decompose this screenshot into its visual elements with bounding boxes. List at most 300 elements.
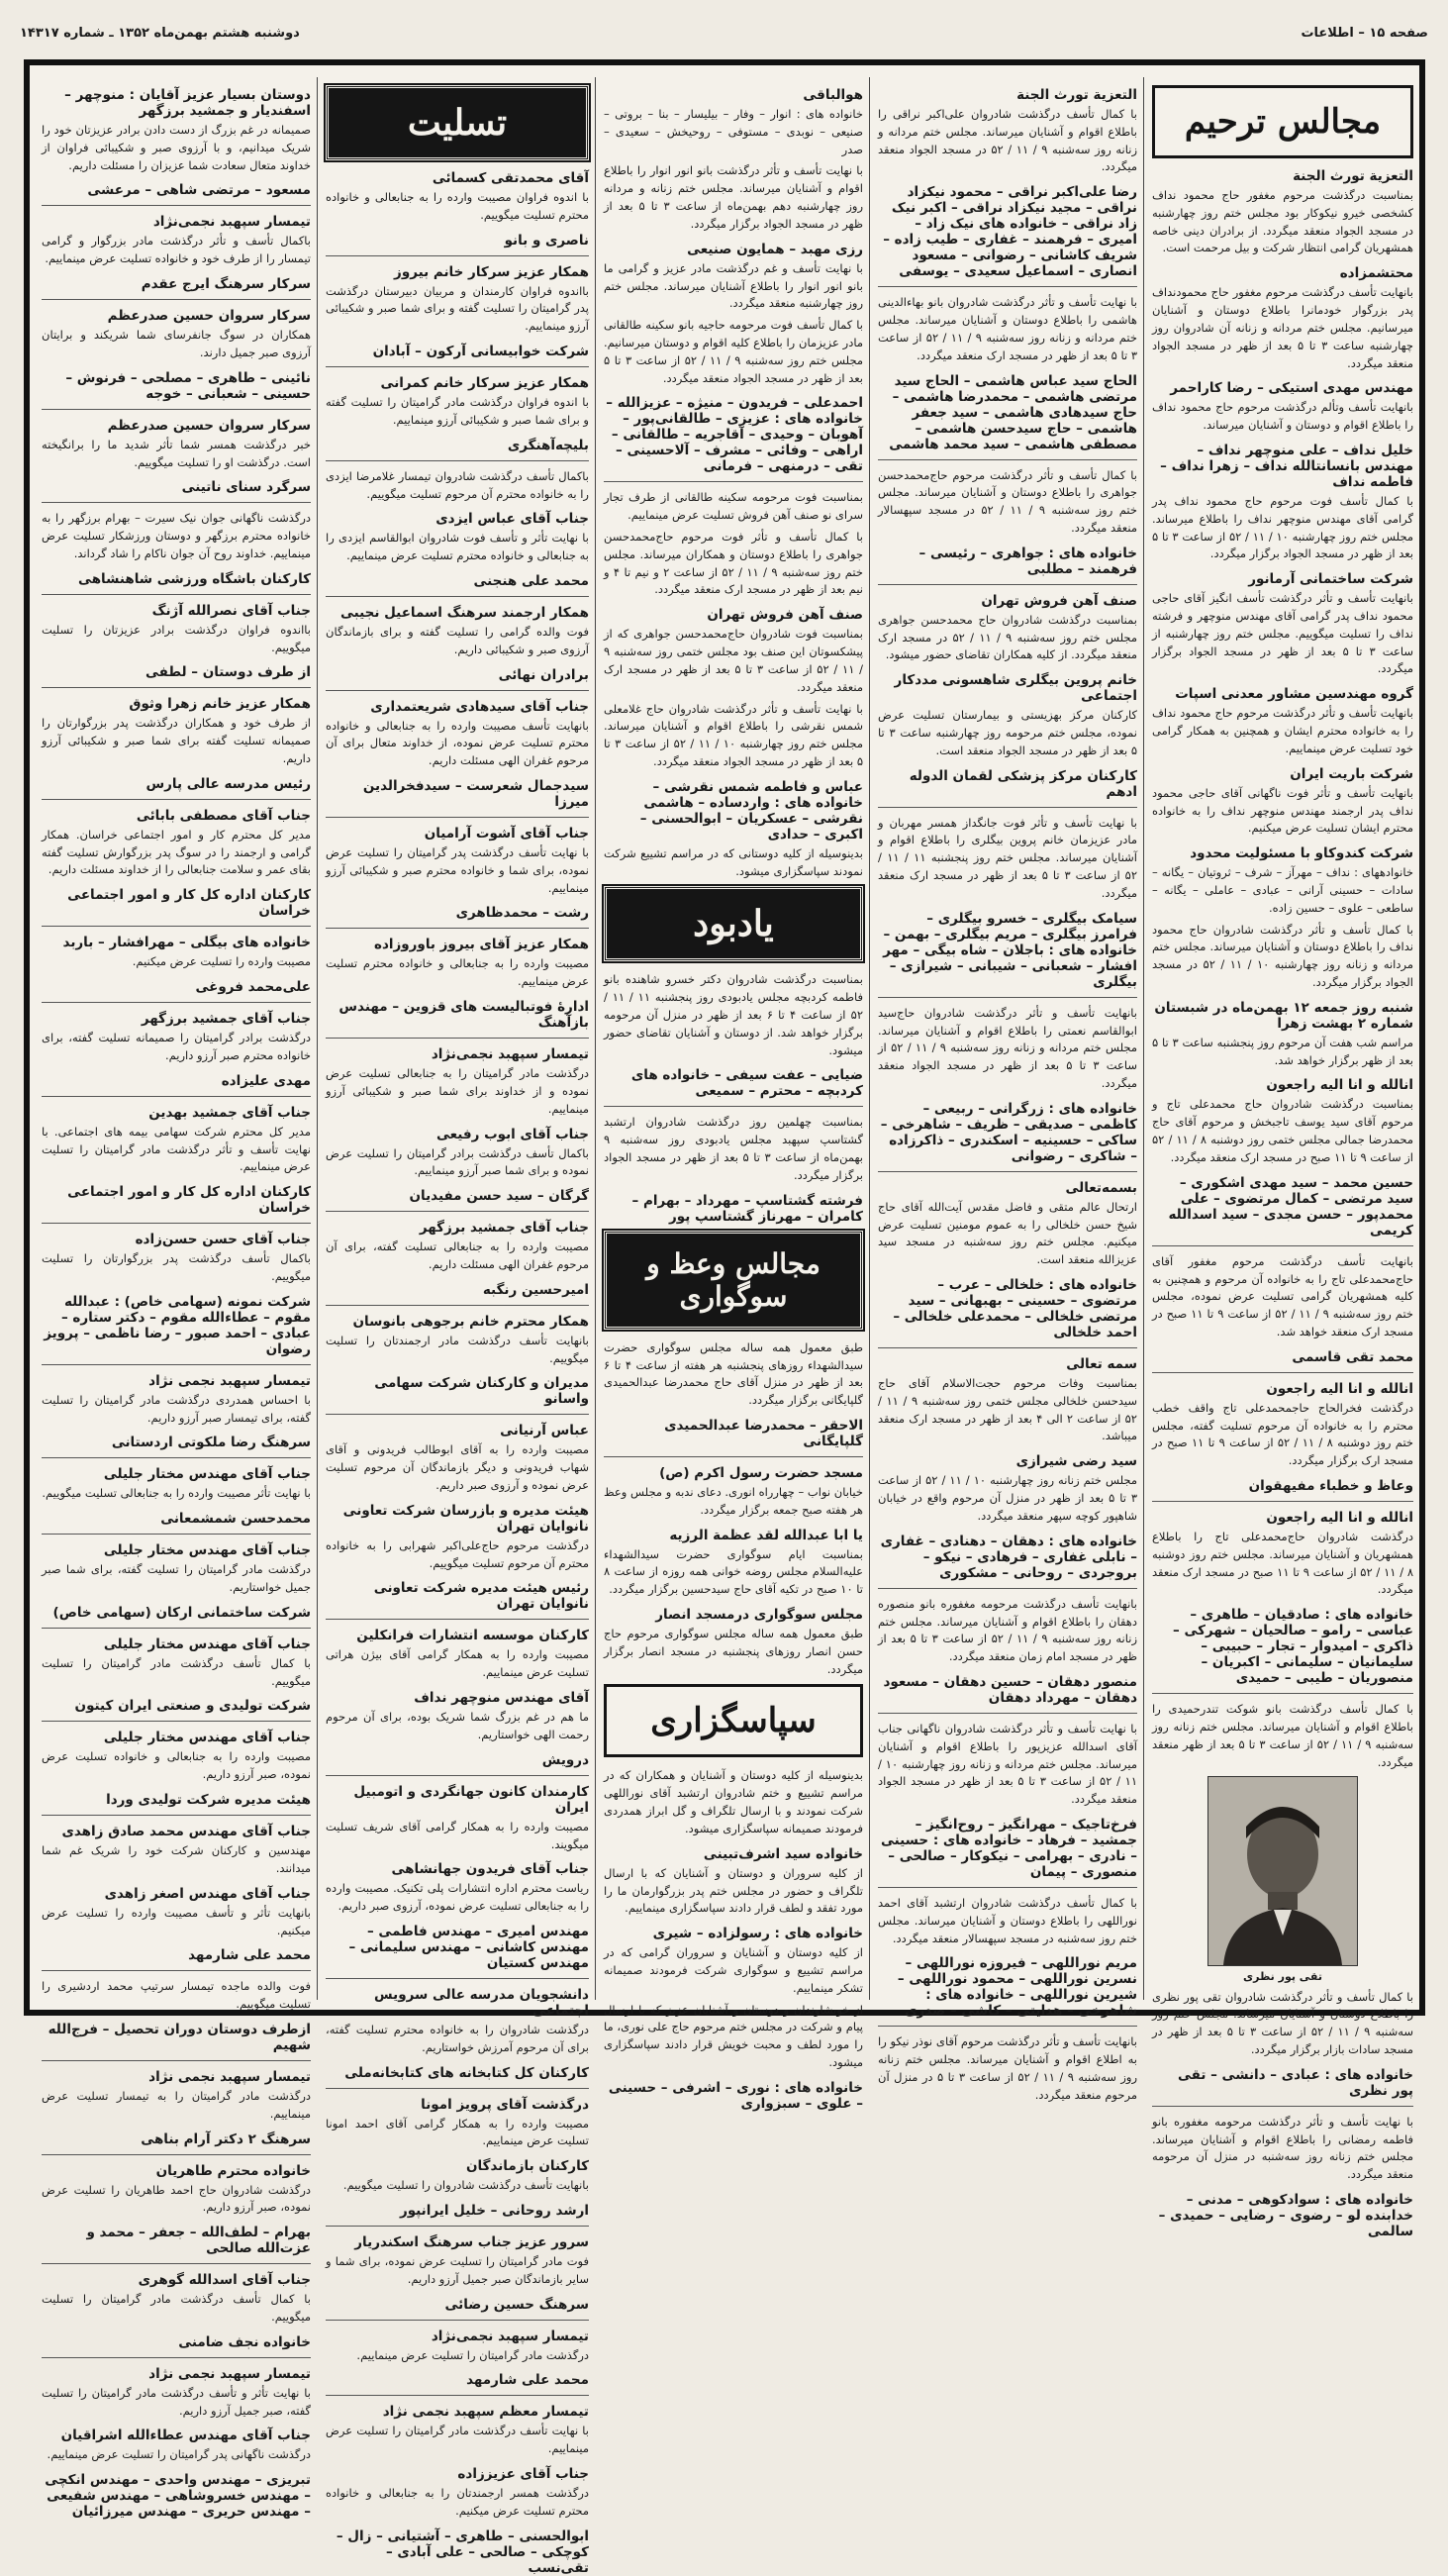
notice-text: فوت والده ماجده تیمسار سرتیپ محمد اردشیری را تسلیت میگوییم. <box>42 1979 311 2012</box>
notice <box>42 276 311 300</box>
notice <box>878 1453 1137 1525</box>
notice <box>878 467 1137 538</box>
notice <box>42 510 311 562</box>
notice-text: بدینوسیله از کلیه دوستانی که در مراسم تشییع شرکت نمودند سپاسگزاری میشود. <box>604 845 863 878</box>
notice-heading: گروه مهندسین مشاور معدنی اسپات <box>1175 686 1413 703</box>
notice-heading: عباس و فاطمه شمس نقرشی – خانواده های : واردساده – هاشمی نقرشی – عسکریان – ابوالحسنی – اکبری – حدادی <box>639 778 863 842</box>
notice-text: باکمال تأسف درگذشت برادر گرامیتان را تسلیت عرض نموده و برای شما صبر آرزو مینماییم. <box>326 1145 589 1178</box>
notice-heading: محمد تقی قاسمی <box>1292 1348 1413 1365</box>
notice-heading: فرشته گشتاسپ – مهرداد – بهرام – کامران – مهرناز گشتاسپ پور <box>631 1192 863 1225</box>
notice-heading: شرکت ساختمانی آرمانور <box>1248 571 1413 588</box>
notice-divider <box>878 1347 1137 1348</box>
notice <box>42 1184 311 1224</box>
notice-heading: همکار ارجمند سرهنگ اسماعیل نجیبی <box>339 604 589 621</box>
notice <box>42 1978 311 2014</box>
notice-divider <box>1152 1245 1413 1246</box>
notice <box>326 1690 589 1744</box>
notice-text: با کمال تأسف درگذشت شادروان ارتشبد آقای احمد نوراللهی را باطلاع دوستان و آشنایان میرساند. مجلس ختم روز سه‌شنبه در مسجد سپهسالار منعقد میگردد. <box>878 1896 1137 1945</box>
notice <box>604 317 863 387</box>
notice <box>1152 1510 1413 1599</box>
notice <box>1152 380 1413 435</box>
notice-divider <box>1152 1693 1413 1694</box>
notice-text: درگذشت ناگهانی پدر گرامیتان را تسلیت عرض مینماییم. <box>47 2447 311 2462</box>
notice-heading: خانواده های : عبادی – دانشی – تقی پور نظری <box>1177 2066 1413 2099</box>
notice-heading: سرهنگ رضا ملکوتی اردستانی <box>111 1435 311 1451</box>
column-tasliat <box>320 79 595 2576</box>
notice-divider <box>326 366 589 367</box>
notice-heading: گرگان – سید حسن مفیدیان <box>409 1188 589 1205</box>
notice-heading: مهندس امیری – مهندس فاطمی – مهندس کاشانی – مهندس سلیمانی – مهندس کستیان <box>348 1923 589 1971</box>
notice <box>1152 1381 1413 1470</box>
notice <box>878 1895 1137 1947</box>
notice <box>326 1046 589 1118</box>
notice-heading: جناب آقای آشوت آرامیان <box>424 826 589 842</box>
notice-divider <box>42 1721 311 1722</box>
notice <box>326 778 589 818</box>
notice <box>604 701 863 771</box>
notice-heading: تیمسار سپهبد نجمی نژاد <box>148 1372 311 1389</box>
notice <box>326 2065 589 2089</box>
notice-text: بمناسبت چهلمین روز درگذشت شادروان ارتشبد گشتاسپ سپهبد مجلس یادبودی روز سه‌شنبه ۹ بهمن‌ماه از ساعت ۳ تا ۵ بعد از ظهر در مسجد الجواد برگزار میگردد. <box>604 1115 863 1182</box>
notice <box>326 905 589 929</box>
notice-heading: تیمسار سپهبد نجمی نژاد <box>148 2365 311 2382</box>
notice <box>878 2033 1137 2104</box>
notice-heading: تیمسار سپهبد نجمی‌نژاد <box>431 2328 589 2344</box>
notice-heading: الاحقر – محمدرضا عبدالحمیدی گلپایگانی <box>664 1417 863 1449</box>
notice <box>1152 2067 1413 2107</box>
notice-heading: جناب آقای حسن حسن‌زاده <box>135 1232 311 1248</box>
notice <box>326 1375 589 1415</box>
notice-divider <box>42 2263 311 2264</box>
notice <box>42 1011 311 1065</box>
notice <box>878 184 1137 287</box>
notice-heading: همکار عزیز سرکار خانم بیروز <box>394 263 589 280</box>
notice <box>326 1314 589 1368</box>
notice-divider <box>326 2395 589 2396</box>
notice-text: درگذشت شادروان را به خانواده محترم تسلیت گفته، برای آن مرحوم آمرزش خواستاریم. <box>326 2022 589 2054</box>
notice-heading: تبریزی – مهندس واحدی – مهندس انکچی – مهندس خسروشاهی – مهندس شفیعی – مهندس حریری – مهندس میرزائیان <box>45 2472 311 2521</box>
section-banner-sepas: سپاسگزاری <box>604 1684 863 1757</box>
notice-heading: جناب آقای مهندس مختار جلیلی <box>103 1730 311 1746</box>
notice <box>42 979 311 1003</box>
notice <box>1152 1077 1413 1166</box>
notice-text: باکمال تأسف و تأثر درگذشت مادر بزرگوار و گرامی تیمسار را از طرف خود و خانواده تسلیت عرض مینماییم. <box>42 234 311 266</box>
notice-heading: تیمسار سپهبد نجمی‌نژاد <box>431 1046 589 1063</box>
notice <box>42 2225 311 2264</box>
notice-heading: نائینی – طاهری – مصلحی – فرنوش – حسینی – شعبانی – خوجه <box>65 369 311 402</box>
notice-text: بانهایت تأسف وتألم درگذشت مرحوم حاج محمود نداف را باطلاع اقوام و دوستان و آشنایان میرساند. <box>1152 400 1413 433</box>
notice <box>42 935 311 971</box>
notice-text: با نهایت تأسف درگذشت مادر گرامیتان را تسلیت عرض مینماییم. <box>326 2424 589 2456</box>
notice <box>604 779 863 881</box>
notice <box>1152 571 1413 678</box>
notice-divider <box>42 1002 311 1003</box>
notice-divider <box>326 460 589 461</box>
notice <box>326 699 589 770</box>
notice <box>326 1924 589 1979</box>
notice <box>42 1435 311 1458</box>
notice-text: مصیبت وارده را به آقای ابوطالب فریدونی و آقای شهاب فریدونی و دیگر بازماندگان آن مرحوم تسلیت عرض نموده و آرزوی صبر داریم. <box>326 1442 589 1492</box>
notice <box>326 1188 589 1212</box>
notice-divider <box>42 1457 311 1458</box>
notice <box>604 162 863 233</box>
notice-divider <box>878 807 1137 808</box>
notice-heading: جناب آقای جمشید برزگهر <box>141 1011 311 1028</box>
notice-heading: سرکار سرهنگ ایرج عقدم <box>141 276 311 293</box>
notice-heading: شرکت خوابیسانی آرکون – آبادان <box>372 344 589 360</box>
notice-heading: همکار عزیز سرکار خانم کمرانی <box>380 375 589 392</box>
notice-heading: خانواده های : رسولزاده – شیری <box>652 1926 863 1942</box>
notice-heading: بسمه‌تعالی <box>1065 1179 1137 1196</box>
notice-divider <box>42 2060 311 2061</box>
notice <box>878 1101 1137 1172</box>
notice <box>42 1947 311 1971</box>
notice-text: بمناسبت وفات مرحوم حجت‌الاسلام آقای حاج سیدحسن خلخالی مجلس ختمی روز سه‌شنبه ۹ / ۱۱ / ۵۲ از ساعت ۲ الی ۴ بعد از ظهر در مسجد ارک منعقد میباشد. <box>878 1376 1138 1443</box>
notice <box>326 937 589 991</box>
notice-text: بمناسبت فوت مرحومه سکینه طالقانی از طرف تجار سرای نو صنف آهن فروش تسلیت عرض مینماییم. <box>604 490 863 523</box>
notice-text: درگذشت برادر گرامیتان را صمیمانه تسلیت گفته، برای خانواده محترم صبر آرزو داریم. <box>42 1031 311 1062</box>
notice <box>604 971 863 1059</box>
notice-text: خبر درگذشت همسر شما تأثر شدید ما را برانگیخته است. درگذشت او را تسلیت میگوییم. <box>42 437 311 469</box>
notice-heading: جناب آقای جمشید بهدین <box>148 1104 311 1121</box>
portrait-image <box>1208 1777 1357 1965</box>
notice-heading: هوالباقی <box>803 87 863 103</box>
notice-text: بانهایت تأسف و تأثر درگذشت شادروان حاج‌سید ابوالقاسم نعمتی را باطلاع اقوام و آشنایان میرساند. مجلس ختم مردانه و زنانه روز سه‌شنبه ۹ / ۱۱ / ۵۲ از ساعت ۳ تا ۵ بعد از ظهر در مسجد الجواد منعقد میگردد. <box>878 1005 1138 1090</box>
notice-heading: شرکت نمونه (سهامی خاص) : عبدالله مقوم – عطاءالله مقوم – دکتر ستاره – عبادی – احمد صبور – رضا ناظمی – پرویز رضوان <box>44 1293 311 1357</box>
notice <box>604 489 863 525</box>
notice <box>326 2466 589 2521</box>
notice-text: خانواده های : انوار – وفار – بیلیسار – بنا – بروتی – صنیعی – نوبدی – مستوفی – روحیخش – سعیدی – صدر <box>604 107 863 156</box>
notice-heading: مدیران و کارکنان شرکت سهامی واسانو <box>374 1375 589 1408</box>
notice-divider <box>878 584 1137 585</box>
notice-heading: ابوالحسنی – طاهری – آشتیانی – زال – کوچکی – صالحی – علی آبادی – تقی‌نسب <box>336 2527 589 2576</box>
notice <box>326 264 589 336</box>
notice-heading: سرهنگ ۲ دکتر آرام بناهی <box>141 2130 311 2147</box>
notice-heading: صنف آهن فروش تهران <box>707 607 863 624</box>
notice <box>326 1580 589 1620</box>
notice-divider <box>326 1211 589 1212</box>
notice-list <box>42 87 311 2520</box>
notice-heading: التعزیة تورث الجنة <box>1016 87 1137 103</box>
notice <box>42 2334 311 2358</box>
notice <box>604 395 863 482</box>
section-banner-majales-tarhim: مجالس ترحیم <box>1152 85 1413 158</box>
notice <box>326 170 589 225</box>
notice-divider <box>326 1038 589 1039</box>
notice <box>1152 2192 1413 2239</box>
notice-text: با کمال تأسف و تأثر درگذشت مرحوم حاج‌محمدحسن جواهری را باطلاع دوستان و آشنایان میرساند. مجلس ختم روز سه‌شنبه ۹ / ۱۱ / ۵۲ در مسجد سپهسالار منعقد میگردد. <box>878 467 1137 535</box>
notice-heading: جناب آقای مهندس اصغر زاهدی <box>104 1885 311 1902</box>
notice-heading: شرکت کندوکاو با مسئولیت محدود <box>1190 845 1413 862</box>
notice <box>878 1596 1137 1666</box>
section-banner-tasliat: تسلیت <box>326 85 589 160</box>
notice-text: بانهایت تأسف مصیبت وارده را به جنابعالی و خانواده محترم تسلیت عرض نموده، از خداوند متعال برای آن مرحوم غفران الهی مسئلت داریم. <box>326 718 589 768</box>
notice-divider <box>604 481 863 482</box>
notice-heading: جناب آقای عزیززاده <box>457 2466 589 2483</box>
notice-heading: درویش <box>541 1751 589 1768</box>
notice-heading: خانم پروین بیگلری شاهسونی مددکار اجتماعی <box>894 672 1137 705</box>
notice-heading: خانواده های : زرگرانی – ربیعی – کاظمی – صدیقی – ظریف – شاهرخی – ساکی – حسینیه – اسکندری – ذاکرزاده – شاکری – رضوانی <box>880 1100 1137 1164</box>
notice-divider <box>326 1414 589 1415</box>
notice-heading: رزی مهبد – همایون صنیعی <box>687 241 863 257</box>
issue-date: دوشنبه هشتم بهمن‌ماه ۱۳۵۲ ـ شماره ۱۴۳۱۷ <box>20 25 300 41</box>
notice-list <box>1152 168 1413 1772</box>
notice-text: از کلیه دوستان و آشنایان و سروران گرامی که در مراسم تشییع و سوگواری شرکت فرمودند صمیمانه تشکر مینماییم. <box>604 1945 863 1995</box>
notice-text: درگذشت همسر ارجمندتان را به جنابعالی و خانواده محترم تسلیت عرض میکنیم. <box>326 2486 589 2518</box>
notice-divider <box>42 299 311 300</box>
notice-text: مصیبت وارده را به همکار گرامی آقای شریف تسلیت میگویند. <box>326 1819 589 1851</box>
notice-heading: همکار عزیز خانم زهرا وثوق <box>129 696 311 713</box>
notice-divider <box>326 817 589 818</box>
notice-list <box>604 87 863 880</box>
notice <box>326 1752 589 1776</box>
notice-text: درگذشت شادروان حاج احمد طاهریان را تسلیت عرض نموده، صبر آرزو داریم. <box>42 2182 311 2215</box>
notice <box>326 573 589 597</box>
notice <box>326 999 589 1039</box>
notice <box>878 1721 1137 1809</box>
notice-divider <box>326 596 589 597</box>
notice <box>42 2427 311 2464</box>
notice-heading: خانواده محترم طاهریان <box>155 2162 311 2179</box>
notice-text: با نهایت تأسف و تأثر درگذشت مرحومه مغفوره بانو فاطمه رمضانی را باطلاع اقوام و آشنایان میرساند. مجلس ختم زنانه روز سه‌شنبه در منزل آن مرحومه منعقد میگردد. <box>1152 2114 1413 2182</box>
notice-heading: خانواده های : خلخالی – عرب – مرتضوی – حسینی – بهبهانی – سید مرتضی خلخالی – محمدعلی خلخالی – احمد خلخالی <box>893 1277 1137 1340</box>
notice-heading: سرگرد سنای ناتینی <box>181 479 311 496</box>
notice-text: بانهایت تأسف درگذشت مرحومه مغفوره بانو منصوره دهقان را باطلاع اقوام و آشنایان میرساند. مجلس ختم زنانه روز سه‌شنبه ۹ / ۱۱ / ۵۲ از ساعت ۳ تا ۵ بعد از ظهر در مسجد امام زمان منعقد میگردد. <box>878 1596 1138 1664</box>
page-header <box>20 18 1428 48</box>
notice-heading: امیرحسین رنگبه <box>482 1281 589 1298</box>
notice <box>326 1503 589 1573</box>
notice-heading: کارکنان موسسه انتشارات فرانکلین <box>356 1628 589 1644</box>
notice-heading: علی‌محمد فروغی <box>195 979 311 996</box>
notice-text: با نهایت تأسف و تأثر درگذشت شادروان بانو بهاءالدینی هاشمی را باطلاع دوستان و آشنایان میرساند. مجلس ختم مردانه و زنانه روز سه‌شنبه ۹ / ۱۱ / ۵۲ از ساعت ۳ تا ۵ بعد از ظهر در مسجد ارک منعقد میگردد. <box>878 295 1137 362</box>
notice-divider <box>42 1628 311 1629</box>
notice-heading: بلیچه‌آهنگری <box>507 437 589 453</box>
notice-heading: مریم نوراللهی – فیروزه نوراللهی – نسرین نوراللهی – محمود نوراللهی – شیرین نوراللهی – خانواده های : شاهرخی – هدایتی – کاشی – صدری <box>897 1955 1137 2020</box>
notice-heading: کارکنان مرکز پزشکی لقمان الدوله ادهم <box>909 767 1137 800</box>
notice <box>42 1636 311 1691</box>
notice <box>1152 1349 1413 1373</box>
column-rule <box>317 77 318 2000</box>
notice-heading: تیمسار سپهبد نجمی نژاد <box>148 2068 311 2085</box>
notice <box>326 344 589 367</box>
notice-text: با نهایت تأسف درگذشت پدر گرامیتان را تسلیت عرض نموده، برای شما و خانواده محترم صبر و شکیبائی آرزو مینماییم. <box>326 845 589 895</box>
notice <box>1152 845 1413 917</box>
notice-text: درگذشت مرحوم حاج‌علی‌اکبر شهرابی را به خانواده محترم آن مرحوم تسلیت میگوییم. <box>326 1537 589 1570</box>
notice-heading: همکار عزیز آقای بیروز باوروزاده <box>373 937 589 953</box>
notice-heading: خانواده های : جواهری – رئیسی – فرهمند – مطلبی <box>918 545 1137 577</box>
notice-text: خانوادههای : نداف – مهرآز – شرف – ثروتیان – یگانه – سادات – حسینی آرانی – عبادی – عاملی – یگانه – ساطعی – علوی – حسین زاده. <box>1152 865 1413 915</box>
notice-text: درگذشت مادر گرامیتان را به تیمسار تسلیت عرض مینماییم. <box>42 2088 311 2121</box>
notice <box>878 768 1137 808</box>
notice-text: مدیر کل محترم کار و امور اجتماعی خراسان. همکار گرامی و ارجمند را در سوگ پدر بزرگوارش تسلیت گفته بقای عمر و سلامت جنابعالی را از خداوند مسئلت داریم. <box>42 827 311 877</box>
notice-heading: شرکت ساختمانی ارکان (سهامی خاص) <box>52 1604 311 1621</box>
notice <box>1152 1607 1413 1694</box>
notice-heading: خانواده های : صادقیان – طاهری – عباسی – رامو – صالحیان – شهرکی – ذاکری – امیدوار – تجار – حبیبی – سلیمانیان – سلیمانی – اکبریان – منصوریان – طیبی – حمیدی <box>1173 1607 1413 1687</box>
notice <box>878 1817 1137 1888</box>
notice-heading: خانواده های : نوری – اشرفی – حسینی – علوی – سبزواری <box>608 2079 863 2112</box>
notice <box>42 2022 311 2061</box>
notice-heading: محمدحسن شمشمعانی <box>160 1511 311 1528</box>
notice <box>878 1955 1137 2027</box>
notice-text: کارکنان مرکز بهزیستی و بیمارستان تسلیت عرض نموده، مجلس ختم مرحومه روز چهارشنبه ساعت ۳ تا ۵ بعد از ظهر در مسجد الجواد منعقد است. <box>878 708 1137 757</box>
notice-heading: سرکار سروان حسین صدرعظم <box>107 308 311 325</box>
notice <box>878 911 1137 998</box>
notice <box>42 1232 311 1286</box>
notice <box>1152 1989 1413 2059</box>
notice-heading: الحاج سید عباس هاشمی – الحاج سید مرتضی هاشمی – محمدرضا هاشمی – حاج سیدهادی هاشمی – سید جعفر هاشمی – حاج سیدحسن هاشمی – مصطفی هاشمی – سید محمد هاشمی <box>889 372 1137 452</box>
notice <box>878 815 1137 903</box>
notice-heading: جناب آقای نصرالله آژنگ <box>151 602 311 619</box>
notice <box>42 182 311 206</box>
notice <box>878 373 1137 460</box>
notice-heading: فرخ‌تاجیک – مهرانگیز – روح‌انگیز – جمشید – فرهاد – خانواده های : حسینی – نادری – بهرامی – نیکوکار – صالحی – منصوری – پیمان <box>880 1817 1137 1880</box>
notice-text: درگذشت مادر گرامیتان را تسلیت گفته، برای شما صبر جمیل خواستاریم. <box>42 1562 311 1594</box>
notice <box>42 1542 311 1597</box>
notice-heading: مسعود – مرتضی شاهی – مرعشی <box>87 182 311 199</box>
notice-heading: جناب آقای مصطفی بابائی <box>136 807 311 824</box>
notice-heading: جناب آقای سیدهادی شریعتمداری <box>370 698 589 715</box>
notice <box>604 1193 863 1225</box>
notice <box>42 603 311 657</box>
notice-divider <box>878 459 1137 460</box>
notice-divider <box>326 690 589 691</box>
notice-text: بمناسبت ایام سوگواری حضرت سیدالشهداء علیه‌السلام مجلس روضه خوانی همه روزه از ساعت ۸ تا ۱۰ صبح در تکیه آقای حاج سیدحسین برگزار میگردد. <box>604 1546 863 1597</box>
notice <box>1152 766 1413 838</box>
notice-text: با کمال تأسف درگذشت بانو شوکت تندرحمیدی را باطلاع اقوام و آشنایان میرساند. مجلس ختم زنانه روز سه‌شنبه ۹ / ۱۱ / ۵۲ از ساعت ۳ تا ۵ بعد از ظهر منعقد میگردد. <box>1152 1702 1414 1769</box>
notice <box>326 2234 589 2289</box>
notice-heading: مجلس سوگواری درمسجد انصار <box>655 1607 863 1623</box>
notice-heading: هیئت مدیره شرکت تولیدی وردا <box>106 1792 311 1809</box>
notice-text: با نهایت تأثر و تأسف درگذشت مادر گرامیتان را تسلیت گفته، صبر جمیل آرزو داریم. <box>42 2385 311 2418</box>
notice-text: بمناسبت درگذشت مرحوم مغفور حاج محمود نداف کشخصی خیرو نیکوکار بود مجلس ختم روز چهارشنبه در مسجد الجواد منعقد میگردد. از برادران دینی خاصه همشهریان گرامی انتظار شرکت و بیل مرحمت است. <box>1152 188 1413 255</box>
notice <box>326 1127 589 1181</box>
notice-heading: محمد علی هنجنی <box>473 572 589 589</box>
notice <box>1152 922 1413 992</box>
notice <box>326 2372 589 2396</box>
notice-heading: رشت – محمدظاهری <box>455 905 589 922</box>
notice <box>878 593 1137 664</box>
notice-text: باکمال تأسف درگذشت شادروان تیمسار غلامرضا ایزدی را به خانواده محترم آن مرحوم تسلیت میگوییم. <box>326 468 589 501</box>
notice-text: بااندوه فراوان کارمندان و مربیان دبیرستان درگذشت پدر گرامیتان را تسلیت گفته و برای شما صبر و شکیبائی آرزو مینماییم. <box>326 283 589 334</box>
notice <box>326 605 589 659</box>
notice <box>42 2366 311 2421</box>
notice-text: طبق معمول همه ساله مجلس سوگواری حضرت سیدالشهداء روزهای پنجشنبه هر هفته از ساعت ۴ تا ۶ بعد از ظهر در منزل آقای حاج محمدرضا عبدالحمیدی گلپایگانی برگزار میگردد. <box>604 1339 863 1408</box>
notice-text: همکاران در سوگ جانفرسای شما شریکند و برایتان آرزوی صبر جمیل دارند. <box>42 328 311 359</box>
column-notices-3 <box>598 79 869 2112</box>
notice <box>42 370 311 410</box>
notice-text: از طرف خود و همکاران درگذشت پدر بزرگوارتان را صمیمانه تسلیت گفته برای شما صبر و شکیبائی آرزو داریم. <box>42 716 311 765</box>
notice <box>1152 1000 1413 1070</box>
notice-text: صمیمانه در غم بزرگ از دست دادن برادر عزیزتان خود را شریک میدانیم، و با آرزوی صبر و شکیبائی فراوان از خداوند متعال سعادت شما عزیزان را مسئلت داریم. <box>42 123 311 172</box>
notice-divider <box>326 2320 589 2321</box>
notice-text: از کلیه سروران و دوستان و آشنایان که با ارسال تلگراف و حضور در مجلس ختم پدر بزرگوارمان ما را مورد تفقد و لطف قرار دادند سپاسگزاری مینماییم. <box>604 1865 863 1916</box>
notice <box>878 545 1137 585</box>
notice <box>42 479 311 503</box>
notice-heading: خانواده های بیگلی – مهرافشار – باربد <box>62 935 311 951</box>
notice <box>42 87 311 174</box>
notice-text: بمناسبت فوت شادروان حاج‌محمدحسن جواهری که از پیشکسوتان این صنف بود مجلس ختمی روز سه‌شنبه ۹ / ۱۱ / ۵۲ از ساعت ۳ تا ۵ بعد از ظهر در مسجد ارک منعقد میگردد. <box>604 627 864 694</box>
notice-divider <box>326 2088 589 2089</box>
notice <box>604 242 863 313</box>
notice-text: بانهایت تأثر و تأسف مصیبت وارده را تسلیت عرض میکنیم. <box>42 1905 311 1937</box>
notice-heading: ضیایی – عفت سیفی – خانواده های کردبچه – محترم – سمیعی <box>630 1067 863 1100</box>
notice-text: طبق معمول همه ساله مجلس سوگواری مرحوم حاج حسن انصار روزهای پنجشنبه در مسجد انصار برگزار میگردد. <box>604 1627 863 1676</box>
notice-text: با کمال تأسف درگذشت مادر گرامیتان را تسلیت میگوییم. <box>42 1655 311 1688</box>
notice-text: مصیبت وارده را تسلیت عرض میکنیم. <box>132 954 311 969</box>
notice <box>42 887 311 927</box>
notice <box>42 214 311 268</box>
notice <box>604 1067 863 1107</box>
notice <box>1152 1478 1413 1502</box>
notice-text: با کمال تأسف فوت مرحومه حاجیه بانو سکینه طالقانی مادر عزیزمان را باطلاع کلیه اقوام و دوستان میرسانیم. مجلس ختم روز سه‌شنبه ۹ / ۱۱ / ۵۲ از ساعت ۳ تا ۵ بعد از ظهر در مسجد الجواد منعقد میگردد. <box>604 318 864 385</box>
notice-text: با نهایت تأثر مصیبت وارده را به جنابعالی تسلیت میگوییم. <box>42 1486 311 1501</box>
notice <box>42 2163 311 2218</box>
notice-text: مصیبت وارده را به جنابعالی و خانواده تسلیت عرض نموده، صبر آرزو داریم. <box>42 1749 311 1782</box>
notice-heading: محمد علی شارمهد <box>188 1947 311 1964</box>
portrait-photo <box>1207 1776 1358 1966</box>
notice <box>42 308 311 362</box>
notice-text: مصیبت وارده را به جنابعالی و خانواده محترم تسلیت عرض مینماییم. <box>326 956 589 989</box>
notice-heading: جناب آقای مهندس مختار جلیلی <box>103 1635 311 1652</box>
notice-heading: حسین محمد – سید مهدی اشکوری – سید مرتضی – کمال مرتضوی – علی محمدپور – حسن مجدی – سید اسدالله کریمی <box>1168 1174 1413 1238</box>
notice-divider <box>42 1970 311 1971</box>
notice <box>326 2297 589 2321</box>
notice-text: درگذشت فخرالحاج حاجمحمدعلی تاج واقف خطب محترم را به خانواده آن مرحوم تسلیت گفته، مجلس ختم روز دوشنبه ۸ / ۱۱ / ۵۲ از ساعت ۹ تا ۱۱ صبح در مسجد ارک برگزار میگردد. <box>1152 1400 1414 1468</box>
notice-text: مهندسین و کارکنان شرکت خود را شریک غم شما میدانند. <box>42 1843 311 1875</box>
notice-heading: وعاظ و خطباء مفیهقوان <box>1248 1478 1413 1494</box>
notice <box>878 1277 1137 1348</box>
notice-divider <box>42 1815 311 1816</box>
notice <box>42 2472 311 2520</box>
notice-divider <box>878 997 1137 998</box>
notice-text: از خویشاوندان و دوستان و آشنایان عزیز که با ارسال پیام و شرکت در مجلس ختم مرحوم حاج علی نوری، ما را مورد لطف و محبت خویش قرار دادند سپاسگزاری میشود. <box>604 2002 863 2069</box>
notice-heading: جناب آقای مهندس مختار جلیلی <box>103 1466 311 1483</box>
notice-divider <box>42 594 311 595</box>
notice <box>326 667 589 691</box>
notice-text: بمناسبت درگذشت شادروان حاج محمدعلی تاج و مرحوم آقای سید یوسف تاجبخش و مرحوم آقای حاج محمدرضا جمالی مجلس ختمی روز دوشنبه ۸ / ۱۱ / ۵۲ از ساعت ۹ تا ۱۱ صبح در مسجد ارک منعقد میگردد. <box>1152 1097 1414 1164</box>
notice <box>326 438 589 461</box>
column-rule <box>1143 77 1144 2000</box>
notice-heading: سرور عزیز جناب سرهنگ اسکندریار <box>354 2234 589 2250</box>
notice-list <box>878 87 1137 2105</box>
notice-heading: همکار محترم خانم برجوهی بانوسان <box>352 1313 589 1330</box>
notice-heading: خانواده های : سوادکوهی – مدنی – خدابنده لو – رضوی – رضایی – حمیدی – سالمی <box>1158 2192 1413 2239</box>
notice-divider <box>42 2154 311 2155</box>
notice-heading: جناب آقای مهندس محمد صادق زاهدی <box>61 1824 311 1840</box>
notice-text: با کمال تأسف و تأثر درگذشت شادروان تقی پور نظری را باطلاع دوستان و آشنایان میرساند. مجلس ختم روز سه‌شنبه ۹ / ۱۱ / ۵۲ از ساعت ۳ تا ۵ بعد از ظهر در مسجد سادات بازار برگزار میگردد. <box>1152 1989 1414 2056</box>
notice-text: مدیر کل محترم شرکت سهامی بیمه های اجتماعی. با نهایت تأسف و تأثر درگذشت مادر گرامیتان را تسلیت عرض مینماییم. <box>42 1124 311 1174</box>
notice <box>42 1698 311 1722</box>
newspaper-page <box>24 59 1425 2576</box>
notice-text: مصیبت وارده را به جنابعالی تسلیت گفته، برای آن مرحوم غفران الهی مسئلت داریم. <box>326 1239 589 1271</box>
notice-divider <box>326 255 589 256</box>
notice-heading: کارکنان اداره کل کار و امور اجتماعی خراسان <box>67 1184 311 1217</box>
notice-text: بانهایت تأسف و تأثر درگذشت مرحوم آقای نوذر نیکو را به اطلاع اقوام و آشنایان میرساند. مجلس ختم زنانه روز سه‌شنبه ۹ / ۱۱ / ۵۲ از ساعت ۳ تا ۵ در منزل آن مرحوم منعقد میگردد. <box>878 2034 1138 2102</box>
notice-text: فوت والده گرامی را تسلیت گفته و برای بازماندگان آرزوی صبر و شکیبائی داریم. <box>326 624 589 656</box>
notice-list <box>326 170 589 2576</box>
notice-divider <box>326 1978 589 1979</box>
notice-text: درگذشت مادر گرامیتان را تسلیت عرض مینماییم. <box>356 2347 589 2362</box>
notice-heading: مهدی علیزاده <box>221 1072 311 1089</box>
notice-heading: کارکنان اداره کل کار و امور اجتماعی خراسان <box>67 887 311 920</box>
notice <box>42 1466 311 1503</box>
notice-heading: شرکت تولیدی و صنعتی ایران کیتون <box>74 1698 311 1715</box>
notice <box>604 1339 863 1410</box>
notice-divider <box>42 205 311 206</box>
notice <box>604 1528 863 1599</box>
notice <box>878 1674 1137 1714</box>
notice-text: بمناسبت درگذشت شادروان حاج محمدحسن جواهری مجلس ختم روز سه‌شنبه ۹ / ۱۱ / ۵۲ در مسجد ارک منعقد میگردد. از کلیه همکاران تقاضای حضور میشود. <box>878 612 1137 662</box>
